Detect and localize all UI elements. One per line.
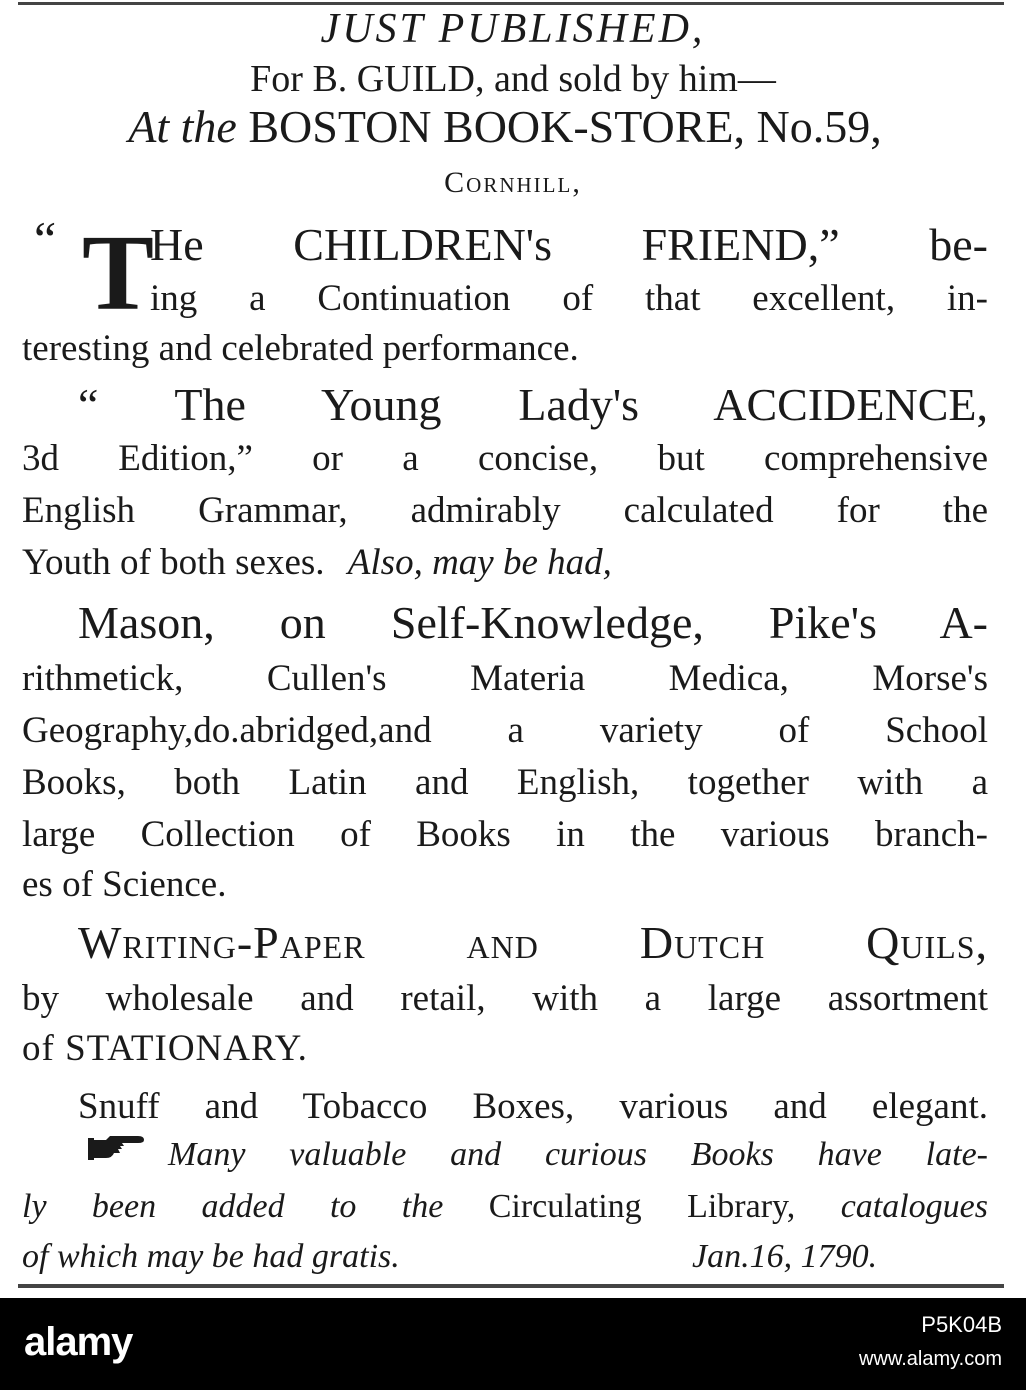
publisher-line: For B. GUILD, and sold by him— <box>250 58 776 100</box>
image-id: P5K04B <box>921 1312 1002 1337</box>
item4-line1: Writing-Paper and Dutch Quils, <box>78 917 988 968</box>
store-line <box>22 101 988 152</box>
nota-line1: Many valuable and curious Books have late- <box>168 1136 988 1173</box>
item4-line2: by wholesale and retail, with a large assortment <box>22 978 988 1019</box>
alamy-logo: alamy <box>24 1320 133 1364</box>
item3-line4: Books, both Latin and English, together with a <box>22 762 988 803</box>
top-rule <box>18 2 1004 5</box>
nota-line3: of which may be had gratis. <box>22 1238 400 1275</box>
item1-line2: ing a Continuation of that excellent, in- <box>150 278 988 319</box>
item1-dropcap: T <box>82 214 155 333</box>
item2-line2: 3d Edition,” or a concise, but comprehensive <box>22 438 988 479</box>
item1-line3: teresting and celebrated performance. <box>22 328 579 369</box>
nota-line2 <box>22 1190 988 1224</box>
header-just-published: JUST PUBLISHED, <box>320 6 706 52</box>
bottom-rule <box>18 1284 1004 1288</box>
item2-line4-italic: Also, may be had, <box>347 542 612 583</box>
nota-line2-italic-a: ly been added to the <box>22 1188 444 1225</box>
store-prefix: At the <box>128 101 237 152</box>
alamy-url: www.alamy.com <box>859 1348 1002 1370</box>
item2-line4 <box>22 544 612 581</box>
item4-line3: of STATIONARY. <box>22 1028 308 1069</box>
pointing-hand-icon <box>88 1132 148 1162</box>
item5-line1: Snuff and Tobacco Boxes, various and elegant. <box>78 1086 988 1127</box>
item2-line4-roman: Youth of both sexes. <box>22 542 325 583</box>
item3-line6: es of Science. <box>22 864 227 905</box>
item1-quote-open: “ <box>34 211 57 267</box>
nota-line2-roman: Circulating Library, <box>488 1188 796 1225</box>
item3-line1: Mason, on Self-Knowledge, Pike's A- <box>78 597 988 648</box>
street-line: Cornhill, <box>444 166 582 199</box>
item2-line1: “ The Young Lady's ACCIDENCE, <box>78 379 988 430</box>
item3-line5: large Collection of Books in the various branch- <box>22 814 988 855</box>
item1-line1: He CHILDREN's FRIEND,” be- <box>150 219 988 270</box>
store-name: BOSTON BOOK-STORE, No.59, <box>248 101 882 152</box>
nota-line2-italic-b: catalogues <box>840 1188 989 1225</box>
item3-line3: Geography,do.abridged,and a variety of School <box>22 710 988 751</box>
item2-line3: English Grammar, admirably calculated for the <box>22 490 988 531</box>
watermark-footer <box>0 1298 1026 1390</box>
item3-line2: rithmetick, Cullen's Materia Medica, Morse's <box>22 658 988 699</box>
ad-date: Jan.16, 1790. <box>692 1238 878 1275</box>
